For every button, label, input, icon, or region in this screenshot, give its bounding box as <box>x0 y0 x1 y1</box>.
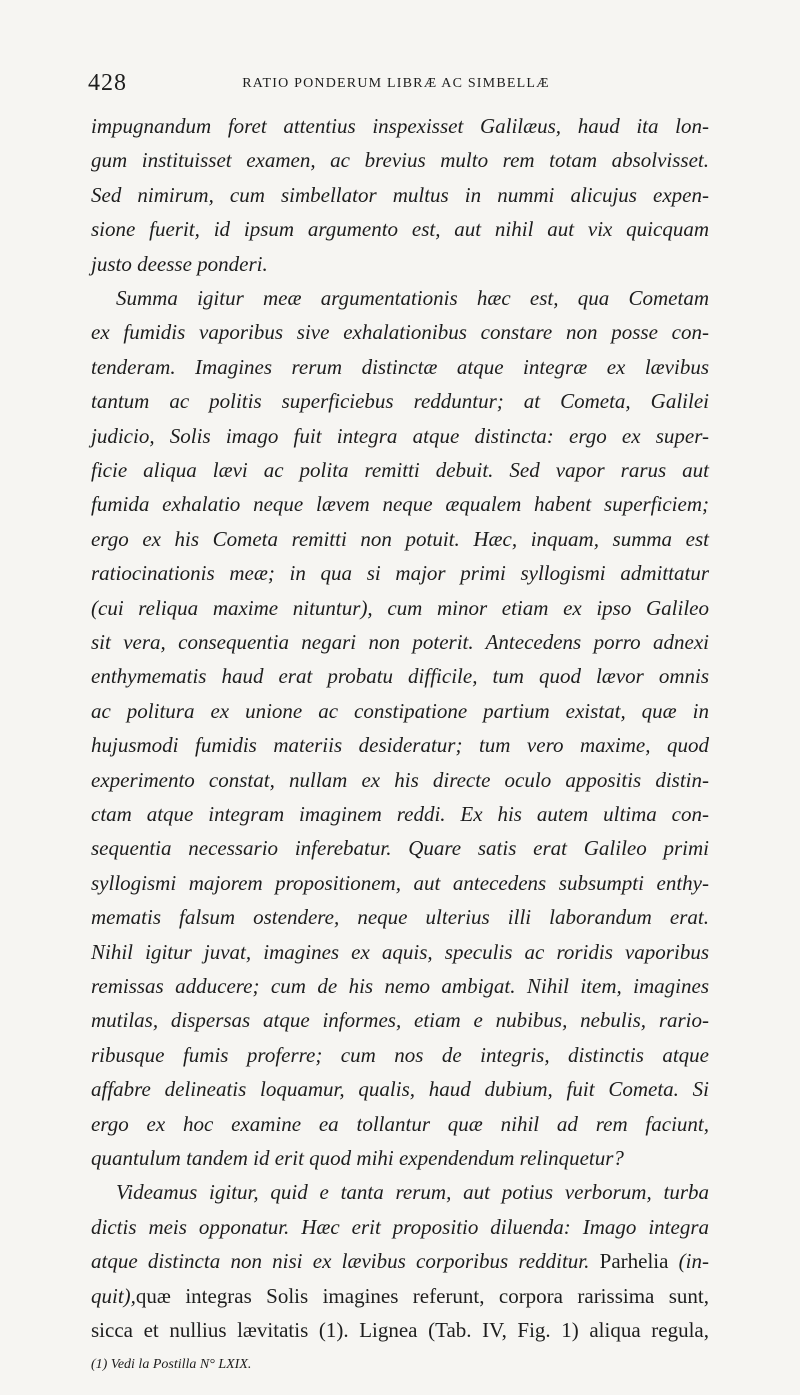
text-line: ficie aliqua lævi ac polita remitti debuit. Sed vapor rarus aut <box>91 458 709 482</box>
text-line: mematis falsum ostendere, neque ulterius illi laborandum erat. <box>91 905 709 929</box>
running-head: RATIO PONDERUM LIBRÆ AC SIMBELLÆ <box>242 76 550 91</box>
italic-text: quit), <box>91 1284 136 1308</box>
text-line: ac politura ex unione ac constipatione partium existat, quæ in <box>91 699 709 723</box>
text-line: syllogismi majorem propositionem, aut antecedens subsumpti enthy- <box>91 871 709 895</box>
text-line: tantum ac politis superficiebus redduntur; at Cometa, Galilei <box>91 389 709 413</box>
text-line: ergo ex hoc examine ea tollantur quæ nihil ad rem faciunt, <box>91 1112 709 1136</box>
text-line: fumida exhalatio neque lævem neque æqualem habent superficiem; <box>91 492 709 516</box>
text-line: Sed nimirum, cum simbellator multus in nummi alicujus expen- <box>91 183 709 207</box>
text-line: gum instituisset examen, ac brevius multo rem totam absolvisset. <box>91 148 709 172</box>
footnote: (1) Vedi la Postilla N° LXIX. <box>91 1357 252 1372</box>
italic-text: (in- <box>678 1249 709 1273</box>
text-line: ratiocinationis meæ; in qua si major primi syllogismi admittatur <box>91 561 709 585</box>
roman-text: sicca et nullius lævitatis (1). Lignea (Tab. IV, Fig. 1) aliqua regula, <box>91 1318 709 1342</box>
text-line: ribusque fumis proferre; cum nos de integris, distinctis atque <box>91 1043 709 1067</box>
text-line: ctam atque integram imaginem reddi. Ex his autem ultima con- <box>91 802 709 826</box>
text-line: experimento constat, nullam ex his directe oculo appositis distin- <box>91 768 709 792</box>
text-line: remissas adducere; cum de his nemo ambigat. Nihil item, imagines <box>91 974 709 998</box>
paragraph-start: Summa igitur meæ argumentationis hæc est, qua Cometam <box>116 286 709 310</box>
text-line <box>91 1249 709 1283</box>
paragraph-start: Videamus igitur, quid e tanta rerum, aut potius verborum, turba <box>116 1180 709 1204</box>
italic-text: atque distincta non nisi ex lævibus corporibus redditur. <box>91 1249 590 1273</box>
text-line: ergo ex his Cometa remitti non potuit. Hæc, inquam, summa est <box>91 527 709 551</box>
text-line: sione fuerit, id ipsum argumento est, aut nihil aut vix quicquam <box>91 217 709 241</box>
roman-text: Parhelia <box>589 1249 679 1273</box>
text-line: sit vera, consequentia negari non poterit. Antecedens porro adnexi <box>91 630 709 654</box>
text-line: (cui reliqua maxime nituntur), cum minor etiam ex ipso Galileo <box>91 596 709 620</box>
page-number: 428 <box>88 70 127 96</box>
text-line: dictis meis opponatur. Hæc erit propositio diluenda: Imago integra <box>91 1215 709 1239</box>
text-line: tenderam. Imagines rerum distinctæ atque integræ ex lævibus <box>91 355 709 379</box>
text-line: enthymematis haud erat probatu difficile, tum quod lævor omnis <box>91 664 709 688</box>
text-line: justo deesse ponderi. <box>91 252 268 276</box>
roman-text: quæ integras Solis imagines referunt, corpora rarissima sunt, <box>135 1284 709 1308</box>
text-line: impugnandum foret attentius inspexisset Galilæus, haud ita lon- <box>91 114 709 138</box>
text-line: hujusmodi fumidis materiis desideratur; tum vero maxime, quod <box>91 733 709 757</box>
text-line: mutilas, dispersas atque informes, etiam e nubibus, nebulis, rario- <box>91 1008 709 1032</box>
text-line <box>91 1284 709 1318</box>
text-line: sequentia necessario inferebatur. Quare satis erat Galileo primi <box>91 836 709 860</box>
text-line: affabre delineatis loquamur, qualis, haud dubium, fuit Cometa. Si <box>91 1077 709 1101</box>
text-line: quantulum tandem id erit quod mihi expendendum relinquetur? <box>91 1146 624 1170</box>
text-line <box>91 1318 709 1352</box>
text-line: ex fumidis vaporibus sive exhalationibus constare non posse con- <box>91 320 709 344</box>
page-header <box>88 70 704 98</box>
text-line: Nihil igitur juvat, imagines ex aquis, speculis ac roridis vaporibus <box>91 940 709 964</box>
text-line: judicio, Solis imago fuit integra atque distincta: ergo ex super- <box>91 424 709 448</box>
